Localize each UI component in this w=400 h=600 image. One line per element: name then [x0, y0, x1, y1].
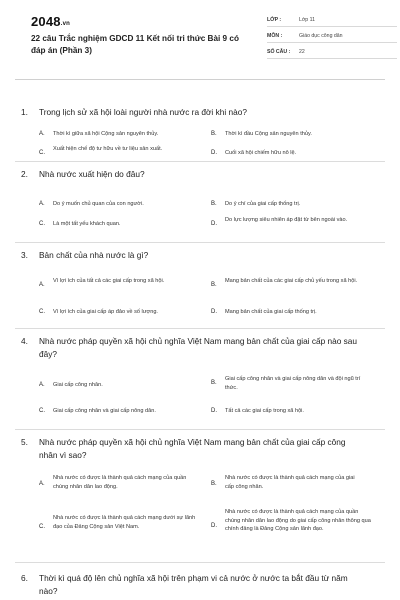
option-text: Tất cả các giai cấp trong xã hội. — [225, 408, 304, 414]
option-text: Là một tất yếu khách quan. — [53, 221, 121, 227]
option-letter: B. — [211, 481, 217, 487]
question-text — [15, 168, 385, 181]
meta-row-count — [267, 46, 397, 59]
option-text: Mang bản chất của các giai cấp chủ yếu trong xã hội. — [225, 278, 358, 284]
site-logo[interactable] — [31, 14, 70, 29]
option-text: Giai cấp công nhân. — [53, 382, 103, 388]
document-title: 22 câu Trắc nghiệm GDCD 11 Kết nối tri thức Bài 9 có đáp án (Phần 3) — [31, 34, 239, 55]
option-letter: A. — [39, 282, 45, 288]
option-letter: C. — [39, 524, 45, 530]
question-text — [15, 106, 385, 119]
option-letter: A. — [39, 382, 45, 388]
meta-info — [267, 14, 397, 62]
question-stem: Nhà nước pháp quyền xã hội chủ nghĩa Việt Nam mang bản chất của giai cấp công nhân vì sao? — [39, 437, 346, 460]
option-text: Nhà nước có được là thành quả cách mạng của giai cấp công nhân. — [225, 475, 355, 490]
option-letter: C. — [39, 150, 45, 156]
meta-row-class — [267, 14, 397, 27]
option-text: Nhà nước có được là thành quả cách mạng của quần chúng nhân dân lao động. — [53, 475, 187, 490]
option-text: Do ý muốn chủ quan của con người. — [53, 201, 144, 207]
question-number: 5. — [21, 437, 28, 447]
question-5 — [15, 436, 385, 563]
option-letter: B. — [211, 380, 217, 386]
question-stem: Nhà nước pháp quyền xã hội chủ nghĩa Việt Nam mang bản chất của giai cấp nào sau đây? — [39, 336, 358, 359]
question-stem: Nhà nước xuất hiện do đâu? — [39, 169, 145, 179]
question-stem: Bản chất của nhà nước là gì? — [39, 250, 149, 260]
option-text: Cuối xã hội chiếm hữu nô lệ. — [225, 150, 297, 156]
option-text: Giai cấp công nhân và giai cấp nông dân và đội ngũ trí thức. — [225, 376, 361, 391]
logo-main: 2048 — [31, 14, 61, 29]
option-text: Thời kì đầu Cộng sản nguyên thủy. — [225, 131, 312, 137]
option-text: Nhà nước có được là thành quả cách mạng của quần chúng nhân dân lao động do giai cấp công nhân thông qua chính đảng là Đảng Cộng sản lãnh đạo. — [225, 509, 371, 532]
question-number: 3. — [21, 250, 28, 260]
option-text: Vì lợi ích của tất cả các giai cấp trong xã hội. — [53, 278, 165, 284]
question-1 — [15, 106, 385, 162]
question-3 — [15, 249, 385, 329]
question-stem: Trong lịch sử xã hội loài người nhà nước ra đời khi nào? — [39, 107, 247, 117]
option-text: Xuất hiện chế độ tư hữu về tư liệu sản xuất. — [53, 146, 163, 152]
meta-value: Lớp 11 — [299, 17, 315, 23]
meta-value: 22 — [299, 49, 305, 55]
question-text — [15, 436, 385, 462]
option-letter: A. — [39, 481, 45, 487]
meta-row-subject — [267, 30, 397, 43]
option-letter: D. — [211, 150, 217, 156]
option-letter: D. — [211, 221, 217, 227]
option-text: Nhà nước có được là thành quả cách mạng dưới sự lãnh đạo của Đảng Cộng sản Việt Nam. — [53, 515, 196, 530]
question-number: 6. — [21, 573, 28, 583]
option-letter: D. — [211, 408, 217, 414]
header-divider — [15, 79, 385, 80]
option-text: Thời kì giữa xã hội Cộng sản nguyên thủy. — [53, 131, 159, 137]
question-text — [15, 572, 385, 598]
meta-label: LỚP : — [267, 17, 282, 23]
option-text: Mang bản chất của giai cấp thống trị. — [225, 309, 317, 315]
option-text: Do lực lượng siêu nhiên áp đặt từ bên ngoài vào. — [225, 217, 348, 223]
question-4 — [15, 335, 385, 430]
logo-tld: .vn — [60, 21, 71, 27]
question-2 — [15, 168, 385, 243]
header — [15, 0, 385, 78]
option-letter: B. — [211, 131, 217, 137]
option-letter: C. — [39, 408, 45, 414]
option-text: Do ý chí của giai cấp thống trị. — [225, 201, 301, 207]
meta-value: Giáo dục công dân — [299, 33, 343, 39]
option-letter: B. — [211, 201, 217, 207]
option-text: Vì lợi ích của giai cấp áp đảo về số lượng. — [53, 309, 158, 315]
option-letter: C. — [39, 309, 45, 315]
meta-label: MÔN : — [267, 33, 283, 39]
question-6 — [15, 572, 385, 600]
option-letter: C. — [39, 221, 45, 227]
question-number: 2. — [21, 169, 28, 179]
option-letter: D. — [211, 523, 217, 529]
question-number: 4. — [21, 336, 28, 346]
option-letter: B. — [211, 282, 217, 288]
option-letter: A. — [39, 131, 45, 137]
option-letter: A. — [39, 201, 45, 207]
option-letter: D. — [211, 309, 217, 315]
option-text: Giai cấp công nhân và giai cấp nông dân. — [53, 408, 156, 414]
question-text — [15, 249, 385, 262]
question-text — [15, 335, 385, 361]
meta-label: SỐ CÂU : — [267, 49, 291, 55]
question-stem: Thời kì quá độ lên chủ nghĩa xã hội trên phạm vi cả nước ở nước ta bắt đầu từ năm nào? — [39, 573, 348, 596]
question-number: 1. — [21, 107, 28, 117]
